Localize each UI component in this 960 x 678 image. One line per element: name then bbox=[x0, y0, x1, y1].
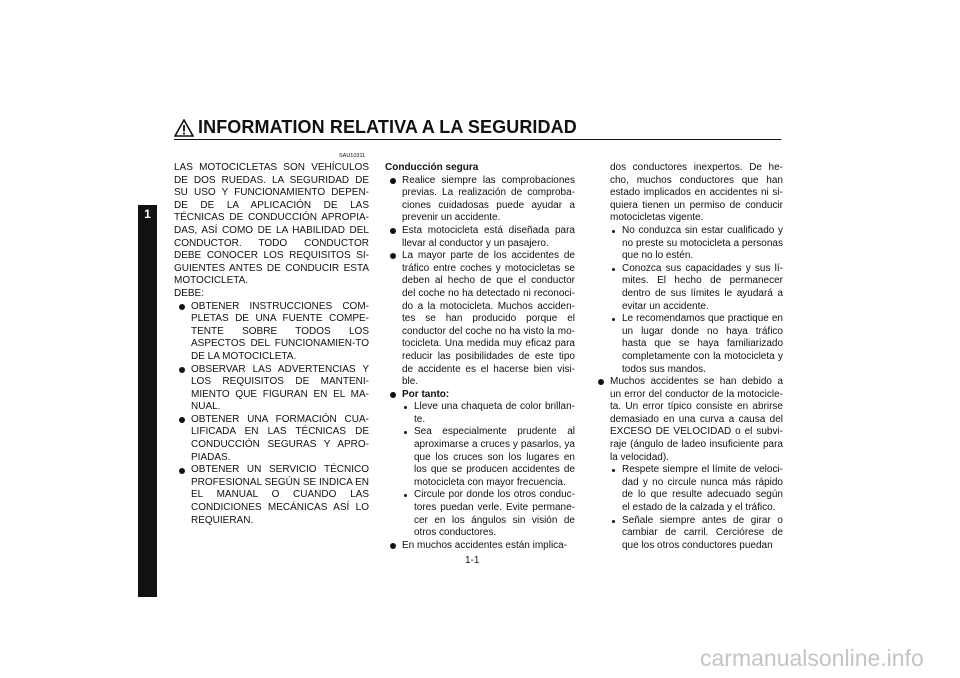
requirement-item: OBTENER UN SERVICIO TÉCNICO PROFESIONAL SEGÚN SE INDICA EN EL MANUAL O CUANDO LAS CONDICIONES MECÁNICAS ASÍ LO REQUIERAN. bbox=[174, 464, 369, 527]
sub-item: No conduzca sin estar cualificado y no preste su motocicleta a personas que no lo estén. bbox=[593, 225, 783, 263]
bullet-icon bbox=[179, 417, 185, 423]
small-bullet-icon bbox=[612, 268, 615, 271]
por-tanto-point: Por tanto: bbox=[385, 389, 575, 402]
column-1 bbox=[174, 162, 369, 527]
bullet-icon bbox=[390, 228, 396, 234]
column-2 bbox=[385, 162, 575, 552]
doc-code: SAU10311 bbox=[339, 153, 366, 159]
bullet-icon bbox=[390, 392, 396, 398]
sub-item: Lleve una chaqueta de color brillan-te. bbox=[385, 401, 575, 426]
bullet-icon bbox=[390, 178, 396, 184]
page-number: 1-1 bbox=[465, 555, 480, 566]
warning-triangle-icon bbox=[174, 119, 194, 137]
small-bullet-icon bbox=[612, 469, 615, 472]
chapter-tab bbox=[138, 205, 157, 597]
bullet-icon bbox=[179, 367, 185, 373]
bullet-icon bbox=[598, 379, 604, 385]
small-bullet-icon bbox=[404, 494, 407, 497]
inexperienced-point: En muchos accidentes están implica- bbox=[385, 540, 575, 553]
section-heading: Conducción segura bbox=[385, 162, 479, 173]
page-header bbox=[174, 117, 577, 138]
watermark: carmanualsonline.info bbox=[700, 645, 924, 671]
requirement-item: OBSERVAR LAS ADVERTENCIAS Y LOS REQUISITOS DE MANTENI-MIENTO QUE FIGURAN EN EL MA-NUAL. bbox=[174, 364, 369, 414]
sub-item: Respete siempre el límite de veloci-dad y no circule nunca más rápido de lo que resulte adecuado según el estado de la calzada y el tráfico. bbox=[593, 464, 783, 514]
small-bullet-icon bbox=[612, 318, 615, 321]
safe-point: La mayor parte de los accidentes de tráfico entre coches y motocicletas se deben al hecho de que el conductor del coche no ha detectado ni reconoci-do a la motocicleta. Muchos acciden-tes se han producido porque el conductor del coche no ha visto la mo-tocicleta. Una medida muy eficaz para reducir las posibilidades de este tipo de accidente es el hacerse bien visi-ble. bbox=[385, 250, 575, 389]
debe-label: DEBE: bbox=[174, 287, 205, 299]
bullet-icon bbox=[390, 543, 396, 549]
bullet-icon bbox=[179, 304, 185, 310]
small-bullet-icon bbox=[404, 431, 407, 434]
error-point: Muchos accidentes se han debido a un error del conductor de la motocicle-ta. Un error típico consiste en abrirse demasiado en una curva a causa del EXCESO DE VELOCIDAD o el subvi-raje (ángulo de ladeo insuficiente para la velocidad). bbox=[593, 376, 783, 464]
column-3 bbox=[593, 162, 783, 552]
chapter-tab-number: 1 bbox=[144, 207, 151, 221]
bullet-icon bbox=[179, 468, 185, 474]
sub-item: Señale siempre antes de girar o cambiar de carril. Cerciórese de que los otros conductores puedan bbox=[593, 515, 783, 553]
continued-paragraph: dos conductores inexpertos. De he-cho, muchos conductores que han estado implicados en accidentes ni si-quiera tienen un permiso de conducir motocicletas vigente. bbox=[610, 162, 783, 224]
bullet-icon bbox=[390, 253, 396, 259]
small-bullet-icon bbox=[612, 230, 615, 233]
header-rule bbox=[174, 139, 781, 140]
sub-item: Le recomendamos que practique en un lugar donde no haya tráfico hasta que se haya familiarizado completamente con la motocicleta y todos sus mandos. bbox=[593, 313, 783, 376]
requirement-item: OBTENER UNA FORMACIÓN CUA-LIFICADA EN LAS TÉCNICAS DE CONDUCCIÓN SEGURAS Y APRO-PIADAS. bbox=[174, 414, 369, 464]
intro-paragraph: LAS MOTOCICLETAS SON VEHÍCULOS DE DOS RUEDAS. LA SEGURIDAD DE SU USO Y FUNCIONAMIENTO DEPEN-DE DE LA APLICACIÓN DE LAS TÉCNICAS DE CONDUCCIÓN APROPIA-DAS, ASÍ COMO DE LA HABILIDAD DEL CONDUCTOR. TODO CONDUCTOR DEBE CONOCER LOS REQUISITOS SI-GUIENTES ANTES DE CONDUCIR ESTA MOTOCICLETA. bbox=[174, 162, 369, 287]
safe-point: Esta motocicleta está diseñada para llevar al conductor y un pasajero. bbox=[385, 225, 575, 250]
sub-item: Circule por donde los otros conduc-tores puedan verle. Evite permane-cer en los ángulos sin visión de otros conductores. bbox=[385, 489, 575, 539]
sub-item: Conozca sus capacidades y sus lí-mites. El hecho de permanecer dentro de sus límites le ayudará a evitar un accidente. bbox=[593, 263, 783, 313]
sub-item: Sea especialmente prudente al aproximarse a cruces y pasarlos, ya que los cruces son los lugares en los que se producen accidentes de motocicleta con mayor frecuencia. bbox=[385, 426, 575, 489]
safe-point: Realice siempre las comprobaciones previas. La realización de comproba-ciones cuidadosas puede ayudar a prevenir un accidente. bbox=[385, 175, 575, 225]
small-bullet-icon bbox=[612, 520, 615, 523]
page-title: INFORMATION RELATIVA A LA SEGURIDAD bbox=[198, 117, 577, 137]
requirement-item: OBTENER INSTRUCCIONES COM-PLETAS DE UNA FUENTE COMPE-TENTE SOBRE TODOS LOS ASPECTOS DEL FUNCIONAMIEN-TO DE LA MOTOCICLETA. bbox=[174, 301, 369, 364]
small-bullet-icon bbox=[404, 406, 407, 409]
